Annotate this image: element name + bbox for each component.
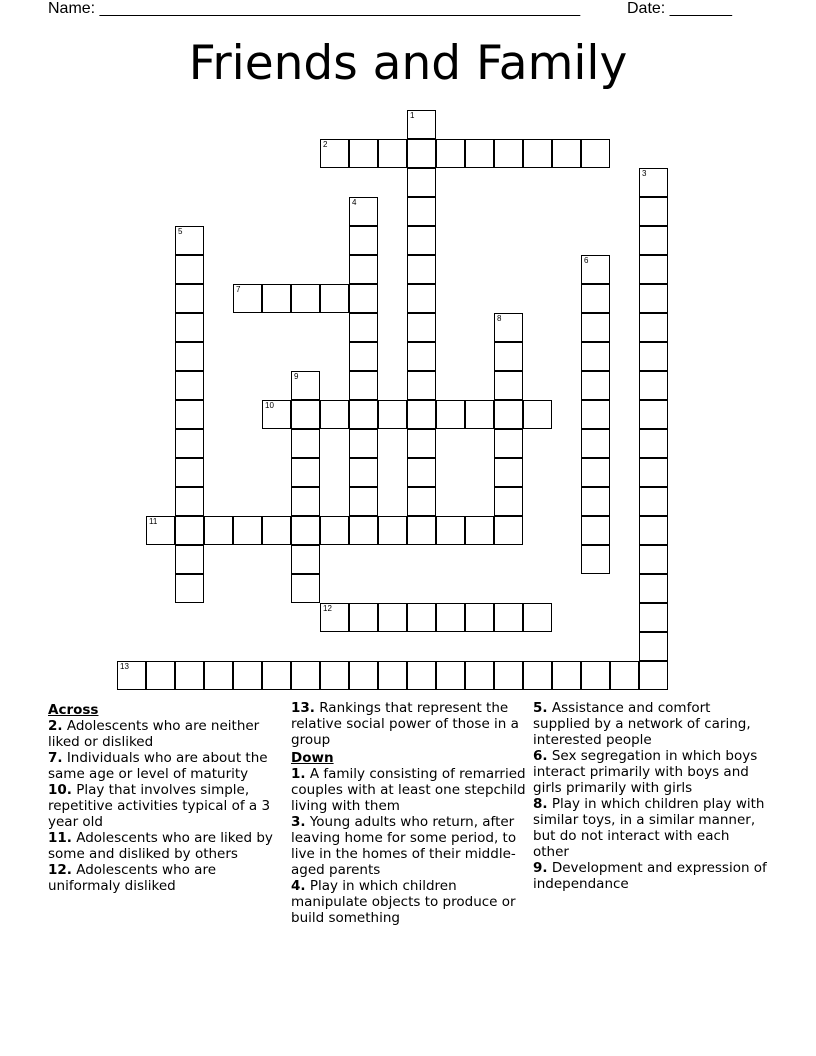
grid-cell[interactable] [175,545,204,574]
grid-cell[interactable] [291,458,320,487]
grid-cell[interactable] [581,139,610,168]
clue-number-label: 4 [352,198,357,207]
grid-cell[interactable] [291,545,320,574]
grid-cell[interactable] [262,400,291,429]
grid-cell[interactable] [349,342,378,371]
grid-cell[interactable] [523,400,552,429]
clue-number: 5. [533,700,548,716]
clue-across-13 [291,700,527,748]
grid-cell[interactable] [291,371,320,400]
grid-cell[interactable] [436,516,465,545]
grid-cell[interactable] [407,197,436,226]
grid-cell[interactable] [639,545,668,574]
grid-cell[interactable] [639,516,668,545]
grid-cell[interactable] [175,226,204,255]
grid-cell[interactable] [407,371,436,400]
grid-cell[interactable] [494,458,523,487]
grid-cell[interactable] [581,284,610,313]
grid-cell[interactable] [639,458,668,487]
grid-cell[interactable] [581,342,610,371]
clue-number-label: 3 [642,169,647,178]
clue-text: Play in which children play with similar toys, in a similar manner, but do not interact with each other [533,796,765,860]
grid-cell[interactable] [407,110,436,139]
grid-cell[interactable] [262,516,291,545]
grid-cell[interactable] [639,197,668,226]
grid-cell[interactable] [233,516,262,545]
grid-cell[interactable] [233,661,262,690]
clues-column-3 [533,700,769,892]
grid-cell[interactable] [378,400,407,429]
grid-cell[interactable] [320,603,349,632]
grid-cell[interactable] [146,661,175,690]
grid-cell[interactable] [436,139,465,168]
grid-cell[interactable] [494,313,523,342]
clue-number-label: 8 [497,314,502,323]
grid-cell[interactable] [175,429,204,458]
clue-number: 12. [48,862,72,878]
grid-cell[interactable] [291,661,320,690]
clue-down-1 [291,766,527,814]
grid-cell[interactable] [378,603,407,632]
grid-cell[interactable] [639,632,668,661]
grid-cell[interactable] [407,458,436,487]
clue-number: 3. [291,814,306,830]
grid-cell[interactable] [291,516,320,545]
grid-cell[interactable] [494,371,523,400]
clue-down-4 [291,878,527,926]
grid-cell[interactable] [117,661,146,690]
grid-cell[interactable] [349,197,378,226]
clue-text: Play that involves simple, repetitive activities typical of a 3 year old [48,782,271,830]
grid-cell[interactable] [407,139,436,168]
grid-cell[interactable] [407,516,436,545]
grid-cell[interactable] [465,400,494,429]
clue-number-label: 5 [178,227,183,236]
grid-cell[interactable] [291,574,320,603]
grid-cell[interactable] [407,661,436,690]
grid-cell[interactable] [407,487,436,516]
clue-number: 9. [533,860,548,876]
grid-cell[interactable] [407,226,436,255]
grid-cell[interactable] [320,139,349,168]
name-field[interactable]: Name: ______________________________________________________ [48,0,581,17]
grid-cell[interactable] [349,661,378,690]
grid-cell[interactable] [581,255,610,284]
grid-cell[interactable] [378,139,407,168]
grid-cell[interactable] [291,400,320,429]
grid-cell[interactable] [175,284,204,313]
clue-across-10 [48,782,284,830]
grid-cell[interactable] [349,255,378,284]
grid-cell[interactable] [581,400,610,429]
grid-cell[interactable] [291,487,320,516]
clue-text: Rankings that represent the relative social power of those in a group [291,700,519,748]
grid-cell[interactable] [349,458,378,487]
grid-cell[interactable] [639,603,668,632]
clue-number: 4. [291,878,306,894]
clue-number: 7. [48,750,63,766]
grid-cell[interactable] [581,458,610,487]
clue-number: 13. [291,700,315,716]
grid-cell[interactable] [407,400,436,429]
grid-cell[interactable] [639,487,668,516]
clue-across-12 [48,862,284,894]
clue-across-7 [48,750,284,782]
clue-number-label: 2 [323,140,328,149]
grid-cell[interactable] [291,429,320,458]
grid-cell[interactable] [407,342,436,371]
clue-number: 11. [48,830,72,846]
grid-cell[interactable] [262,284,291,313]
clue-number: 6. [533,748,548,764]
clues-column-1 [48,700,284,894]
grid-cell[interactable] [465,603,494,632]
grid-cell[interactable] [639,284,668,313]
clue-text: Assistance and comfort supplied by a network of caring, interested people [533,700,751,748]
grid-cell[interactable] [639,661,668,690]
clue-number: 10. [48,782,72,798]
grid-cell[interactable] [494,400,523,429]
grid-cell[interactable] [291,284,320,313]
grid-cell[interactable] [494,139,523,168]
grid-cell[interactable] [581,516,610,545]
grid-cell[interactable] [175,487,204,516]
grid-cell[interactable] [465,661,494,690]
grid-cell[interactable] [349,284,378,313]
grid-cell[interactable] [175,371,204,400]
clue-text: Development and expression of independance [533,860,767,892]
clue-text: Adolescents who are uniformaly disliked [48,862,217,894]
grid-cell[interactable] [639,313,668,342]
clue-number-label: 13 [120,662,129,671]
clue-text: A family consisting of remarried couples with at least one stepchild living with them [291,766,526,814]
grid-cell[interactable] [494,342,523,371]
grid-cell[interactable] [465,516,494,545]
date-field[interactable]: Date: _______ [627,0,732,17]
clue-text: Adolescents who are liked by some and disliked by others [48,830,273,862]
page-title: Friends and Family [188,36,628,91]
grid-cell[interactable] [436,661,465,690]
grid-cell[interactable] [349,429,378,458]
grid-cell[interactable] [639,255,668,284]
grid-cell[interactable] [494,661,523,690]
clue-number-label: 12 [323,604,332,613]
clue-down-8 [533,796,769,860]
grid-cell[interactable] [552,661,581,690]
clue-number-label: 7 [236,285,241,294]
grid-cell[interactable] [581,371,610,400]
clue-text: Adolescents who are neither liked or disliked [48,718,260,750]
grid-cell[interactable] [204,516,233,545]
grid-cell[interactable] [349,226,378,255]
grid-cell[interactable] [494,429,523,458]
clue-number-label: 9 [294,372,299,381]
grid-cell[interactable] [175,661,204,690]
grid-cell[interactable] [436,400,465,429]
clue-across-11 [48,830,284,862]
grid-cell[interactable] [407,168,436,197]
grid-cell[interactable] [175,255,204,284]
grid-cell[interactable] [320,400,349,429]
grid-cell[interactable] [407,313,436,342]
grid-cell[interactable] [407,255,436,284]
clue-down-3 [291,814,527,878]
grid-cell[interactable] [175,458,204,487]
grid-cell[interactable] [349,516,378,545]
clue-number-label: 1 [410,111,415,120]
clue-number-label: 11 [149,517,158,526]
clue-number-label: 6 [584,256,589,265]
grid-cell[interactable] [581,545,610,574]
clue-text: Individuals who are about the same age or level of maturity [48,750,268,782]
grid-cell[interactable] [581,487,610,516]
grid-cell[interactable] [349,603,378,632]
grid-cell[interactable] [349,139,378,168]
grid-cell[interactable] [349,487,378,516]
clue-number: 2. [48,718,63,734]
grid-cell[interactable] [175,516,204,545]
grid-cell[interactable] [349,400,378,429]
grid-cell[interactable] [581,313,610,342]
grid-cell[interactable] [639,400,668,429]
grid-cell[interactable] [639,168,668,197]
grid-cell[interactable] [523,661,552,690]
grid-cell[interactable] [349,313,378,342]
grid-cell[interactable] [552,139,581,168]
clue-number: 1. [291,766,306,782]
down-heading: Down [291,750,334,766]
clue-number: 8. [533,796,548,812]
grid-cell[interactable] [639,342,668,371]
grid-cell[interactable] [494,516,523,545]
clue-down-9 [533,860,769,892]
grid-cell[interactable] [639,574,668,603]
grid-cell[interactable] [175,400,204,429]
clue-down-6 [533,748,769,796]
grid-cell[interactable] [581,661,610,690]
grid-cell[interactable] [523,139,552,168]
clue-down-5 [533,700,769,748]
grid-cell[interactable] [378,516,407,545]
clues-column-2 [291,700,527,926]
grid-cell[interactable] [175,342,204,371]
grid-cell[interactable] [407,284,436,313]
grid-cell[interactable] [465,139,494,168]
grid-cell[interactable] [407,429,436,458]
clue-number-label: 10 [265,401,274,410]
grid-cell[interactable] [639,226,668,255]
clue-across-2 [48,718,284,750]
grid-cell[interactable] [639,371,668,400]
grid-cell[interactable] [610,661,639,690]
grid-cell[interactable] [320,284,349,313]
grid-cell[interactable] [494,487,523,516]
grid-cell[interactable] [494,603,523,632]
grid-cell[interactable] [349,371,378,400]
grid-cell[interactable] [320,516,349,545]
grid-cell[interactable] [175,313,204,342]
grid-cell[interactable] [233,284,262,313]
grid-cell[interactable] [146,516,175,545]
grid-cell[interactable] [407,603,436,632]
across-heading: Across [48,702,99,718]
clue-text: Young adults who return, after leaving home for some period, to live in the homes of their middle-aged parents [291,814,517,878]
grid-cell[interactable] [262,661,291,690]
grid-cell[interactable] [581,429,610,458]
grid-cell[interactable] [639,429,668,458]
grid-cell[interactable] [320,661,349,690]
grid-cell[interactable] [436,603,465,632]
grid-cell[interactable] [378,661,407,690]
grid-cell[interactable] [523,603,552,632]
clue-text: Play in which children manipulate objects to produce or build something [291,878,516,926]
clue-text: Sex segregation in which boys interact primarily with boys and girls primarily with girls [533,748,758,796]
grid-cell[interactable] [204,661,233,690]
grid-cell[interactable] [175,574,204,603]
